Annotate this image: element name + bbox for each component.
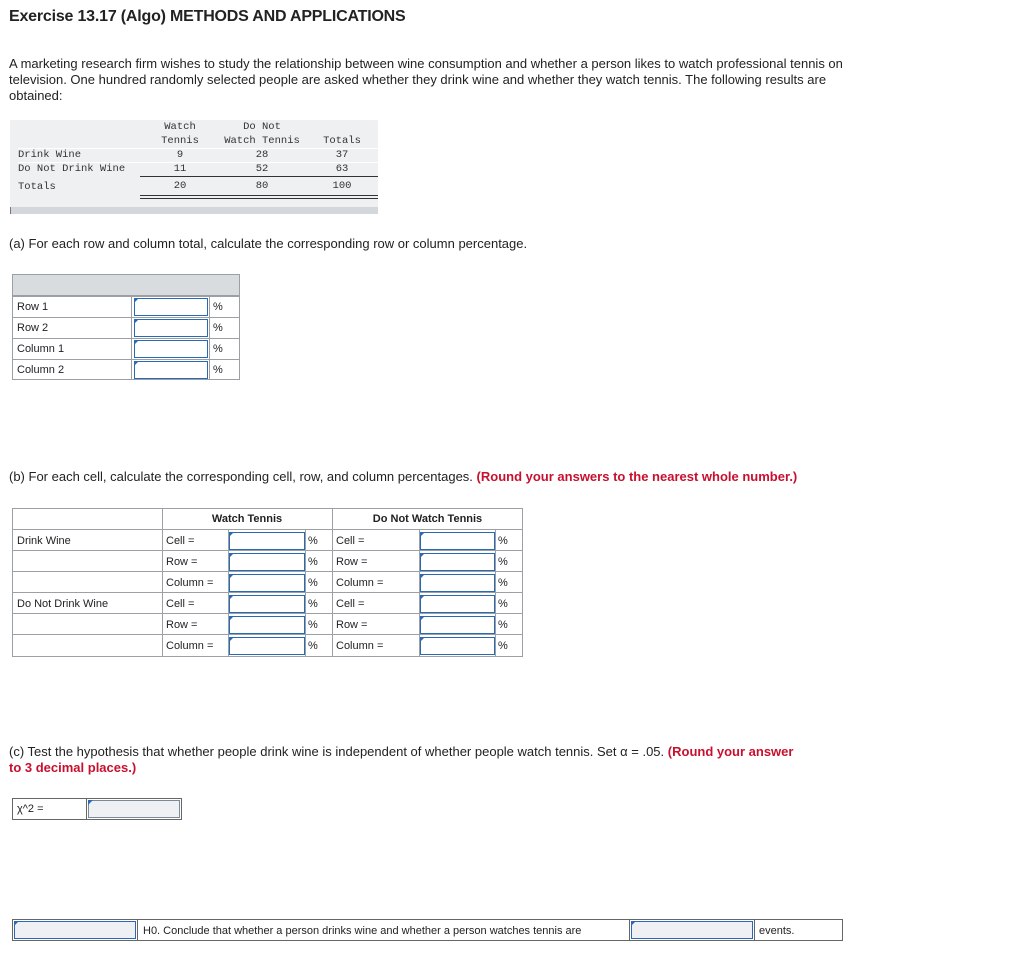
percent-unit: % <box>498 556 508 568</box>
column-1-percent-input[interactable] <box>134 340 208 358</box>
input-flag-icon <box>229 553 234 558</box>
col-header-notwatch-line1: Do Not <box>243 121 281 133</box>
cell-value: 80 <box>255 180 269 192</box>
part-a-header <box>12 274 240 296</box>
group-no-wine: Do Not Drink Wine <box>17 598 109 610</box>
conclusion-end-text: events. <box>759 925 795 937</box>
percent-unit: % <box>498 535 508 547</box>
row-2-percent-input[interactable] <box>134 319 208 337</box>
col-header-watch-line1: Watch <box>164 121 196 133</box>
cell-value: 11 <box>173 163 187 175</box>
line-label: Row = <box>336 619 368 631</box>
cell-value: 20 <box>173 180 187 192</box>
percent-unit: % <box>308 556 318 568</box>
line-label: Cell = <box>166 598 195 610</box>
input-flag-icon <box>229 574 234 579</box>
col-header-watch-line2: Tennis <box>161 135 199 147</box>
watch-percent-input[interactable] <box>229 616 305 634</box>
part-c-prompt-text: (c) Test the hypothesis that whether people drink wine is independent of whether people watch tennis. Set α = .05. <box>9 744 665 759</box>
line-label: Cell = <box>166 535 195 547</box>
watch-percent-input[interactable] <box>229 595 305 613</box>
input-flag-icon <box>229 637 234 642</box>
conclusion-text: H0. Conclude that whether a person drinks wine and whether a person watches tennis are <box>143 925 582 937</box>
watch-percent-input[interactable] <box>229 574 305 592</box>
input-flag-icon <box>229 595 234 600</box>
not-watch-percent-input[interactable] <box>420 595 495 613</box>
chi-square-label: χ^2 = <box>17 803 44 815</box>
input-flag-icon <box>420 532 425 537</box>
part-a-prompt: (a) For each row and column total, calculate the corresponding row or column percentage. <box>9 236 528 251</box>
scrollbar-handle[interactable] <box>10 207 11 214</box>
line-label: Cell = <box>336 535 365 547</box>
row-2-label: Row 2 <box>17 322 49 334</box>
percent-unit: % <box>308 535 318 547</box>
row-1-percent-input[interactable] <box>134 298 208 316</box>
table-scrollbar[interactable] <box>10 207 378 214</box>
input-flag-icon <box>229 616 234 621</box>
contingency-data-table <box>10 120 378 214</box>
percent-unit: % <box>498 619 508 631</box>
percent-unit: % <box>498 640 508 652</box>
not-watch-percent-input[interactable] <box>420 616 495 634</box>
input-flag-icon <box>420 574 425 579</box>
part-b-prompt <box>9 469 797 484</box>
percent-unit: % <box>308 640 318 652</box>
input-flag-icon <box>420 637 425 642</box>
input-flag-icon <box>229 532 234 537</box>
percent-unit: % <box>498 577 508 589</box>
group-drink-wine: Drink Wine <box>17 535 71 547</box>
row-label-drink-wine: Drink Wine <box>18 149 82 161</box>
watch-percent-input[interactable] <box>229 532 305 550</box>
line-label: Row = <box>336 556 368 568</box>
input-flag-icon <box>420 616 425 621</box>
independence-dropdown[interactable] <box>631 921 753 939</box>
percent-unit: % <box>213 343 223 355</box>
col-header-totals: Totals <box>323 135 361 147</box>
line-label: Row = <box>166 556 198 568</box>
watch-percent-input[interactable] <box>229 637 305 655</box>
column-2-percent-input[interactable] <box>134 361 208 379</box>
line-label: Cell = <box>336 598 365 610</box>
percent-unit: % <box>213 301 223 313</box>
line-label: Row = <box>166 619 198 631</box>
input-flag-icon <box>420 553 425 558</box>
percent-unit: % <box>213 364 223 376</box>
line-label: Column = <box>336 640 384 652</box>
line-label: Column = <box>166 640 214 652</box>
cell-value: 63 <box>335 163 349 175</box>
chi-square-input[interactable] <box>88 800 180 818</box>
line-label: Column = <box>166 577 214 589</box>
part-c-prompt <box>9 744 809 776</box>
column-2-label: Column 2 <box>17 364 65 376</box>
col-header-notwatch-line2: Watch Tennis <box>224 135 300 147</box>
col-header-watch-tennis: Watch Tennis <box>211 513 283 525</box>
not-watch-percent-input[interactable] <box>420 532 495 550</box>
col-header-not-watch-tennis: Do Not Watch Tennis <box>372 513 483 525</box>
row-label-totals: Totals <box>18 181 56 193</box>
not-watch-percent-input[interactable] <box>420 553 495 571</box>
part-b-rounding-note: (Round your answers to the nearest whole number.) <box>476 469 798 484</box>
row-label-no-wine: Do Not Drink Wine <box>18 163 126 175</box>
percent-unit: % <box>308 619 318 631</box>
percent-unit: % <box>308 598 318 610</box>
line-label: Column = <box>336 577 384 589</box>
input-flag-icon <box>420 595 425 600</box>
cell-value: 100 <box>332 180 352 192</box>
cell-value: 28 <box>255 149 269 161</box>
percent-unit: % <box>498 598 508 610</box>
cell-value: 52 <box>255 163 269 175</box>
not-watch-percent-input[interactable] <box>420 637 495 655</box>
row-1-label: Row 1 <box>17 301 49 313</box>
percent-unit: % <box>213 322 223 334</box>
column-1-label: Column 1 <box>17 343 65 355</box>
part-c-rounding-note: (Round your answer to 3 decimal places.) <box>9 744 794 775</box>
percent-unit: % <box>308 577 318 589</box>
reject-decision-dropdown[interactable] <box>14 921 136 939</box>
page-title: Exercise 13.17 (Algo) METHODS AND APPLICATIONS <box>9 8 406 25</box>
not-watch-percent-input[interactable] <box>420 574 495 592</box>
watch-percent-input[interactable] <box>229 553 305 571</box>
part-b-prompt-text: (b) For each cell, calculate the corresponding cell, row, and column percentages. <box>9 469 473 484</box>
cell-value: 37 <box>335 149 349 161</box>
problem-intro: A marketing research firm wishes to study the relationship between wine consumption and whether a person likes to watch professional tennis on television. One hundred randomly selected people are asked whether they drink wine and whether they watch tennis. The following results are obtained: <box>9 56 843 103</box>
cell-value: 9 <box>176 149 184 161</box>
